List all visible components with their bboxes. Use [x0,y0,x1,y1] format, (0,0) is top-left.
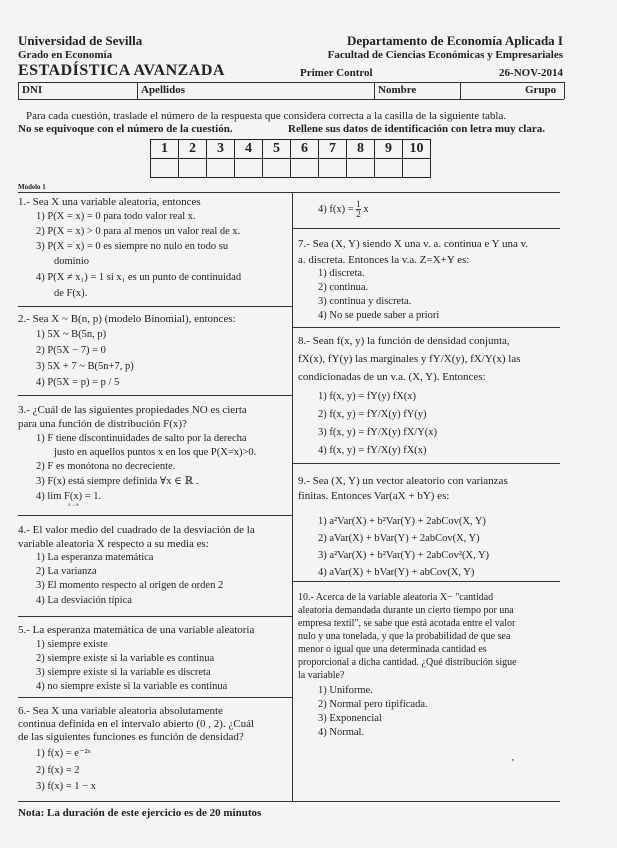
q6-option-4-denominator: 2 [356,209,361,219]
q3-option-1-cont: justo en aquellos puntos x en los que P(X=x)>0. [54,447,257,458]
answer-cell[interactable] [291,159,319,178]
duration-note: Nota: La duración de este ejercicio es de 20 minutos [18,807,262,819]
grupo-field[interactable]: Grupo [525,84,557,96]
instructions-line1: Para cada cuestión, traslade el número de la respuesta que considera correcta a la casilla de la siguiente tabla. [26,110,507,122]
q4-option-3: 3) El momento respecto al origen de orden 2 [36,580,224,591]
q6-option-4-fraction [356,200,361,219]
q1-option-4-cont: de F(x). [54,288,88,299]
q2-option-2: 2) P(5X − 7) = 0 [36,345,106,356]
q10-stem-7: la variable? [298,670,345,681]
q10-stem-6: proporcional a dicha cantidad. ¿Qué distribución sigue [298,657,517,668]
q1-stem: 1.- Sea X una variable aleatoria, entonces [18,196,201,208]
q2-option-4: 4) P(5X = p) = p / 5 [36,377,120,388]
q6-option-2: 2) f(x) = 2 [36,765,80,776]
q7-option-3: 3) continua y discreta. [318,296,412,307]
q5-option-2: 2) siempre existe si la variable es continua [36,653,215,664]
q4-option-2: 2) La varianza [36,566,97,577]
q6-option-4-lhs: 4) f(x) = [318,203,354,215]
q1-option-3-cont: dominio [54,256,90,267]
q6-option-4-numerator: 1 [356,199,361,209]
q1-option-1: 1) P(X = x) = 0 para todo valor real x. [36,211,196,222]
answer-cell[interactable] [179,159,207,178]
answer-cell[interactable] [235,159,263,178]
q6-stem-cont2: de las siguientes funciones es función de densidad? [18,731,244,743]
q6-option-4-rhs: x [363,203,369,215]
instructions-fill-data: Rellene sus datos de identificación con letra muy clara. [288,123,545,135]
q10-stem-2: aleatoria demandada durante un cierto tiempo por una [298,605,514,616]
answer-cell[interactable] [207,159,235,178]
grid-number: 4 [235,140,263,159]
q2-option-3: 3) 5X + 7 ~ B(5n+7, p) [36,361,134,372]
q3-option-3: 3) F(x) está siempre definida ∀x ∈ ℝ . [36,476,199,487]
grid-number: 6 [291,140,319,159]
control-label: Primer Control [300,67,373,79]
department: Departamento de Economía Aplicada I [347,33,563,48]
q8-option-4: 4) f(x, y) = fY/X(y) fX(x) [318,445,427,456]
q8-option-2: 2) f(x, y) = fY/X(y) fY(y) [318,409,427,420]
grid-number: 5 [263,140,291,159]
q6-stem: 6.- Sea X una variable aleatoria absolutamente [18,705,223,717]
q5-stem: 5.- La esperanza matemática de una variable aleatoria [18,624,255,636]
q7-option-1: 1) discreta. [318,268,365,279]
q3-option-1: 1) F tiene discontinuidades de salto por la derecha [36,433,247,444]
exam-date: 26-NOV-2014 [499,67,563,79]
faculty: Facultad de Ciencias Económicas y Empresariales [327,49,563,61]
grid-number: 7 [319,140,347,159]
q5-option-4: 4) no siempre existe si la variable es continua [36,681,228,692]
q10-option-2: 2) Normal pero tipificada. [318,699,428,710]
q9-stem-cont: finitas. Entonces Var(aX + bY) es: [298,490,450,502]
subject-title: ESTADÍSTICA AVANZADA [18,62,225,79]
university: Universidad de Sevilla [18,33,143,48]
q4-stem-cont: variable aleatoria X respecto a su media es: [18,538,209,550]
degree: Grado en Economía [18,49,113,61]
q5-option-1: 1) siempre existe [36,639,108,650]
grid-number: 9 [375,140,403,159]
q7-stem-cont: a. discreta. Entonces la v.a. Z=X+Y es: [298,254,470,266]
answer-cell[interactable] [347,159,375,178]
grid-number: 10 [403,140,431,159]
nombre-field[interactable]: Nombre [378,84,417,96]
q2-option-1: 1) 5X ~ B(5n, p) [36,329,107,340]
q10-option-3: 3) Exponencial [318,713,382,724]
q8-option-1: 1) f(x, y) = fY(y) fX(x) [318,391,417,402]
q10-stem-1: 10.- Acerca de la variable aleatoria X− "cantidad [298,592,494,603]
grid-number: 1 [151,140,179,159]
q3-limit-subscript: x→∞ [68,503,80,508]
grid-number: 8 [347,140,375,159]
grid-number: 3 [207,140,235,159]
answer-grid [150,139,431,178]
q7-option-4: 4) No se puede saber a priori [318,310,440,321]
q9-option-2: 2) aVar(X) + bVar(Y) + 2abCov(X, Y) [318,533,480,544]
modelo-label: Modelo 1 [18,183,46,191]
q1-option-4: 4) P(X ≠ x₁) = 1 si x₁ es un punto de continuidad [36,272,242,283]
q4-stem: 4.- El valor medio del cuadrado de la desviación de la [18,524,255,536]
q3-option-4: 4) lim F(x) = 1. [36,491,102,502]
answer-cell[interactable] [403,159,431,178]
q10-option-4: 4) Normal. [318,727,365,738]
q6-stem-cont1: continua definida en el intervalo abierto (0 , 2). ¿Cuál [18,718,255,730]
stray-mark: ' [512,757,514,769]
q8-stem-cont2: condicionadas de un v.a. (X, Y). Entonces: [298,371,486,383]
q9-stem: 9.- Sea (X, Y) un vector aleatorio con varianzas [298,475,508,487]
grid-number: 2 [179,140,207,159]
q5-option-3: 3) siempre existe si la variable es discreta [36,667,211,678]
q9-option-1: 1) a²Var(X) + b²Var(Y) + 2abCov(X, Y) [318,516,486,527]
q4-option-1: 1) La esperanza matemática [36,552,154,563]
q6-option-4 [318,200,369,219]
answer-cell[interactable] [319,159,347,178]
q2-stem: 2.- Sea X ~ B(n, p) (modelo Binomial), entonces: [18,313,236,325]
q4-option-4: 4) La desviación típica [36,595,132,606]
q9-option-4: 4) aVar(X) + bVar(Y) + abCov(X, Y) [318,567,475,578]
q1-option-2: 2) P(X = x) > 0 para al menos un valor real de x. [36,226,241,237]
q1-option-3: 3) P(X = x) = 0 es siempre no nulo en todo su [36,241,229,252]
q7-option-2: 2) continua. [318,282,369,293]
q9-option-3: 3) a²Var(X) + b²Var(Y) + 2abCov²(X, Y) [318,550,490,561]
q10-stem-4: nulo y una tonelada, y que la probabilidad de que sea [298,631,511,642]
apellidos-field[interactable]: Apellidos [141,84,186,96]
dni-field[interactable]: DNI [22,84,43,96]
q3-stem: 3.- ¿Cuál de las siguientes propiedades NO es cierta [18,404,247,416]
q10-stem-3: empresa textil", se sabe que está acotada entre el valor [298,618,516,629]
q7-stem: 7.- Sea (X, Y) siendo X una v. a. continua e Y una v. [298,238,529,250]
q6-option-3: 3) f(x) = 1 − x [36,781,96,792]
instructions-warning: No se equivoque con el número de la cuestión. [18,123,233,135]
answer-cell[interactable] [263,159,291,178]
q8-stem: 8.- Sean f(x, y) la función de densidad conjunta, [298,335,510,347]
answer-cell[interactable] [151,159,179,178]
q3-option-2: 2) F es monótona no decreciente. [36,461,176,472]
q10-stem-5: menor o igual que una determinada cantidad es [298,644,487,655]
q3-stem-cont: para una función de distribución F(x)? [18,418,187,430]
q6-option-1: 1) f(x) = e⁻²ˣ [36,748,91,759]
answer-cell[interactable] [375,159,403,178]
q10-option-1: 1) Uniforme. [318,685,373,696]
q8-stem-cont1: fX(x), fY(y) las marginales y fY/X(y), fX/Y(x) las [298,353,521,365]
q8-option-3: 3) f(x, y) = fY/X(y) fX/Y(x) [318,427,438,438]
